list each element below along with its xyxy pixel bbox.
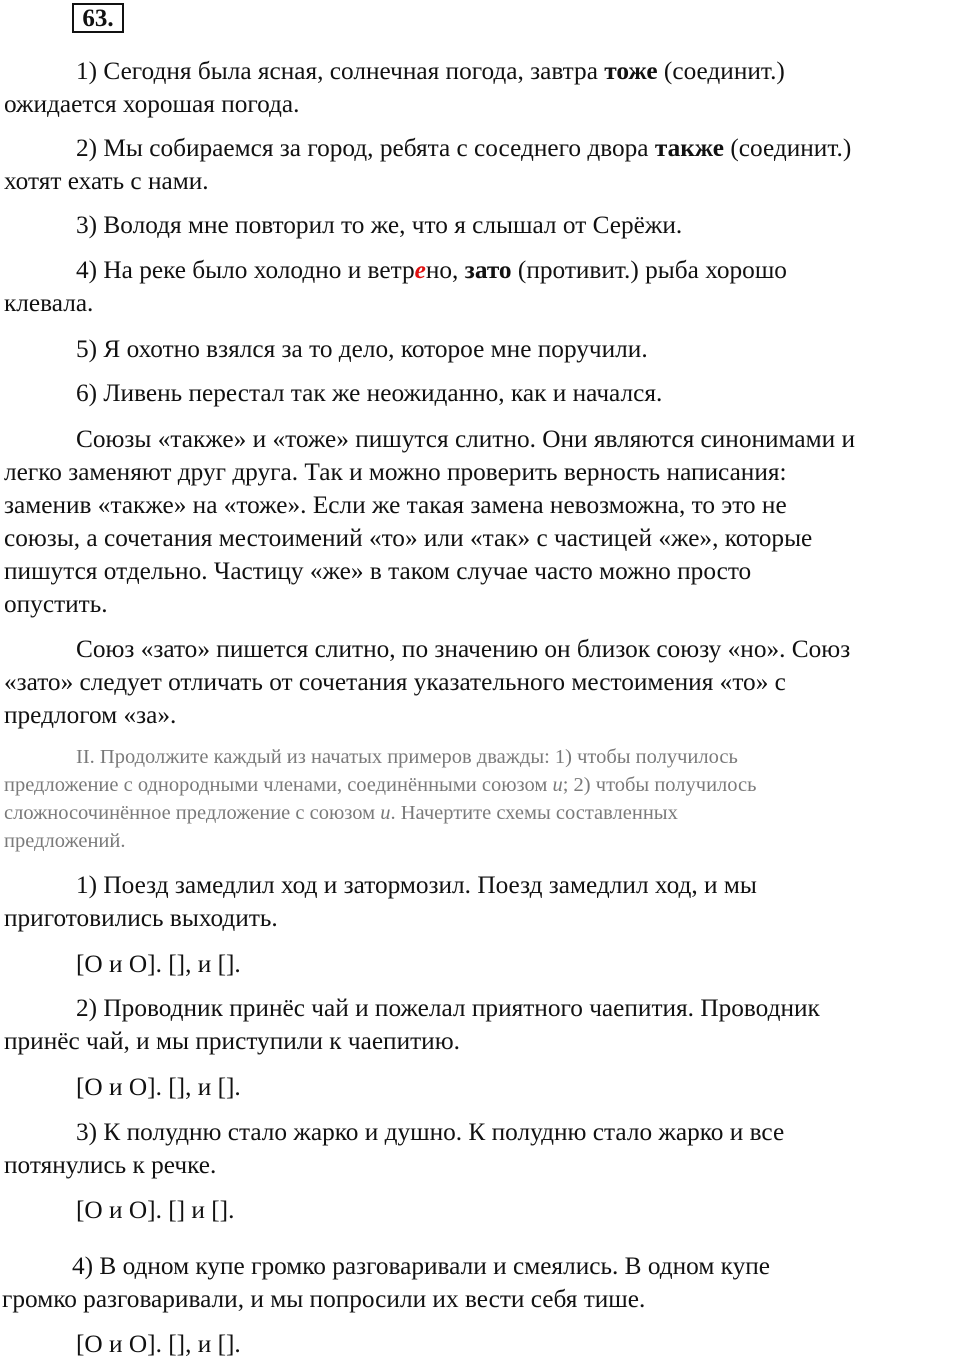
sentence-4: 4) На реке было холодно и ветрено, зато (противит.) рыба хорошо клевала. — [4, 256, 787, 317]
highlighted-letter: е — [414, 256, 426, 284]
word-zato: зато — [464, 256, 512, 284]
word-tozhe: тоже — [604, 57, 658, 85]
answer-3: 3) К полудню стало жарко и душно. К полудню стало жарко и все потянулись к речке. — [4, 1118, 785, 1179]
scheme-3: [О и О]. [] и []. — [76, 1196, 235, 1224]
explanation-zato: Союз «зато» пишется слитно, по значению он близок союзу «но». Союз «зато» следует отличать от сочетания указательного местоимения «то» с предлогом «за». — [4, 635, 851, 729]
scheme-1: [О и О]. [], и []. — [76, 950, 241, 978]
explanation-tozhe-takzhe: Союзы «также» и «тоже» пишутся слитно. Они являются синонимами и легко заменяют друг друга. Так и можно проверить верность написания: заменив «также» на «тоже». Если же такая замена невозможна, то это не союзы, а сочетания местоимений «то» или «так» с частицей «же», которые пишутся отдельно. Частицу «же» в таком случае часто можно просто опустить. — [4, 425, 856, 618]
scheme-2: [О и О]. [], и []. — [76, 1073, 241, 1101]
sentence-2: 2) Мы собираемся за город, ребята с соседнего двора также (соединит.) хотят ехать с нами. — [4, 134, 852, 195]
sentence-3: 3) Володя мне повторил то же, что я слышал от Серёжи. — [76, 211, 683, 239]
exercise-number: 63. — [72, 3, 124, 33]
answer-1: 1) Поезд замедлил ход и затормозил. Поезд замедлил ход, и мы приготовились выходить. — [4, 871, 757, 932]
word-takzhe: также — [654, 134, 725, 162]
sentence-6: 6) Ливень перестал так же неожиданно, как и начался. — [76, 379, 663, 407]
sentence-1: 1) Сегодня была ясная, солнечная погода, завтра тоже (соединит.) ожидается хорошая погода. — [4, 57, 785, 118]
scheme-4: [О и О]. [], и []. — [76, 1330, 241, 1358]
answer-4: 4) В одном купе громко разговаривали и смеялись. В одном купе громко разговаривали, и мы попросили их вести себя тише. — [2, 1252, 771, 1313]
sentence-5: 5) Я охотно взялся за то дело, которое мне поручили. — [76, 335, 648, 363]
task-instruction: II. Продолжите каждый из начатых примеров дважды: 1) чтобы получилось предложение с однородными членами, соединёнными союзом и; 2) чтобы получилось сложносочинённое предложение с союзом и. Начертите схемы составленных предложений. — [4, 746, 757, 852]
answer-2: 2) Проводник принёс чай и пожелал приятного чаепития. Проводник принёс чай, и мы приступили к чаепитию. — [4, 994, 820, 1055]
